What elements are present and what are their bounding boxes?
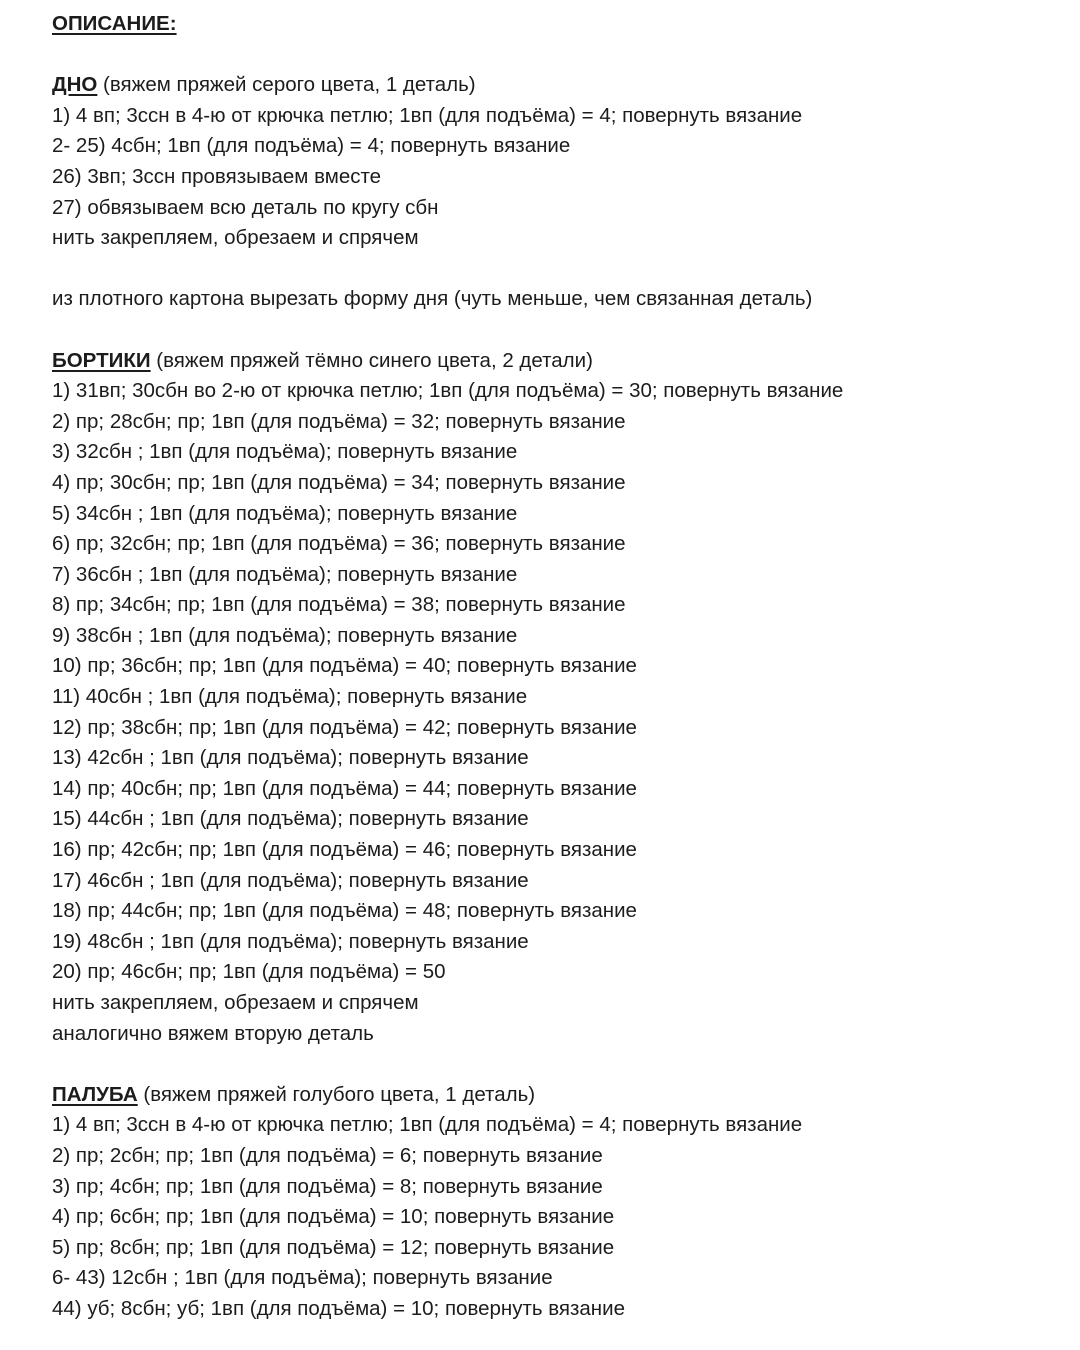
section-note-dno: (вяжем пряжей серого цвета, 1 деталь) [97,73,476,97]
row-line: 1) 4 вп; 3ссн в 4-ю от крючка петлю; 1вп (для подъёма) = 4; повернуть вязание [52,1113,803,1137]
row-line: 3) пр; 4сбн; пр; 1вп (для подъёма) = 8; повернуть вязание [52,1174,603,1198]
row-line: 4) пр; 6сбн; пр; 1вп (для подъёма) = 10; повернуть вязание [52,1205,615,1229]
row-line: 15) 44сбн ; 1вп (для подъёма); повернуть вязание [52,807,529,831]
section-heading-dno [52,70,1062,101]
spacer [52,40,1062,71]
row-line: 2) пр; 28сбн; пр; 1вп (для подъёма) = 32; повернуть вязание [52,409,626,433]
row-line: 27) обвязываем всю деталь по кругу сбн [52,195,439,219]
row-line: 10) пр; 36сбн; пр; 1вп (для подъёма) = 40; повернуть вязание [52,654,637,678]
row-line: нить закрепляем, обрезаем и спрячем [52,991,419,1014]
section-title-paluba: ПАЛУБА [52,1082,138,1106]
row-line: 16) пр; 42сбн; пр; 1вп (для подъёма) = 46; повернуть вязание [52,838,637,862]
spacer [52,1049,1062,1080]
row-line: 44) уб; 8сбн; уб; 1вп (для подъёма) = 10; повернуть вязание [52,1296,625,1320]
row-line: нить закрепляем, обрезаем и спрячем [52,226,419,250]
row-line: 2) пр; 2сбн; пр; 1вп (для подъёма) = 6; повернуть вязание [52,1143,603,1167]
section-note-paluba: (вяжем пряжей голубого цвета, 1 деталь) [137,1082,536,1106]
spacer [52,254,1062,285]
row-line: 19) 48сбн ; 1вп (для подъёма); повернуть вязание [52,929,529,953]
row-line: 2- 25) 4сбн; 1вп (для подъёма) = 4; повернуть вязание [52,134,571,158]
section-note-bortiki: (вяжем пряжей тёмно синего цвета, 2 детали) [150,348,593,372]
row-line: 9) 38сбн ; 1вп (для подъёма); повернуть вязание [52,623,518,647]
row-line: 18) пр; 44сбн; пр; 1вп (для подъёма) = 48; повернуть вязание [52,899,637,923]
row-line: 5) пр; 8сбн; пр; 1вп (для подъёма) = 12; повернуть вязание [52,1235,615,1259]
note-line: из плотного картона вырезать форму дня (чуть меньше, чем связанная деталь) [52,287,813,311]
section-title-bortiki: БОРТИКИ [52,348,151,372]
spacer [52,315,1062,346]
row-line: 14) пр; 40сбн; пр; 1вп (для подъёма) = 44; повернуть вязание [52,776,637,800]
row-line: 8) пр; 34сбн; пр; 1вп (для подъёма) = 38; повернуть вязание [52,593,626,617]
row-line: 3) 32сбн ; 1вп (для подъёма); повернуть вязание [52,440,518,464]
row-line: 5) 34сбн ; 1вп (для подъёма); повернуть вязание [52,501,518,525]
row-line: 20) пр; 46сбн; пр; 1вп (для подъёма) = 50 [52,960,446,984]
row-line: 4) пр; 30сбн; пр; 1вп (для подъёма) = 34; повернуть вязание [52,470,626,494]
title-text: ОПИСАНИЕ: [52,12,177,35]
row-line: 7) 36сбн ; 1вп (для подъёма); повернуть вязание [52,562,518,586]
row-line: 1) 31вп; 30сбн во 2-ю от крючка петлю; 1вп (для подъёма) = 30; повернуть вязание [52,379,844,403]
row-line: 13) 42сбн ; 1вп (для подъёма); повернуть вязание [52,746,529,770]
row-line: 26) 3вп; 3ссн провязываем вместе [52,164,382,188]
section-title-dno: ДНО [52,73,98,97]
row-line: 17) 46сбн ; 1вп (для подъёма); повернуть вязание [52,868,529,892]
row-line: 11) 40сбн ; 1вп (для подъёма); повернуть вязание [52,685,528,709]
row-line: 12) пр; 38сбн; пр; 1вп (для подъёма) = 42; повернуть вязание [52,715,637,739]
row-line: 6- 43) 12сбн ; 1вп (для подъёма); повернуть вязание [52,1266,553,1290]
row-line: 1) 4 вп; 3ссн в 4-ю от крючка петлю; 1вп (для подъёма) = 4; повернуть вязание [52,103,803,127]
section-heading-paluba [52,1080,1062,1111]
document-title [52,9,1062,40]
document-page [52,9,1062,1325]
row-line: аналогично вяжем вторую деталь [52,1021,374,1045]
row-line: 6) пр; 32сбн; пр; 1вп (для подъёма) = 36; повернуть вязание [52,532,626,556]
section-heading-bortiki [52,346,1062,377]
